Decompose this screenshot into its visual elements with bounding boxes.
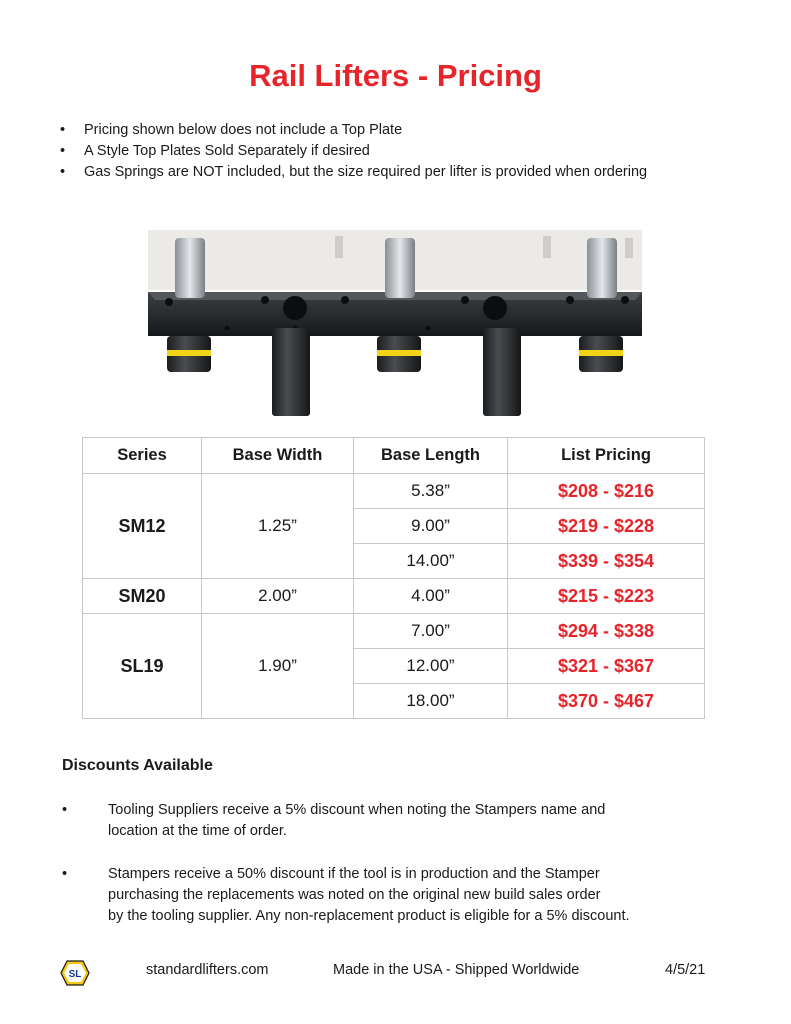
list-item: • Gas Springs are NOT included, but the size required per lifter is provided when ordering [60, 164, 648, 180]
column-header: Series [83, 438, 202, 474]
list-item: • A Style Top Plates Sold Separately if desired [60, 143, 370, 159]
discounts-heading: Discounts Available [62, 757, 213, 774]
base-length-cell: 5.38” [354, 474, 508, 509]
footer-website: standardlifters.com [146, 962, 269, 978]
list-item: • Pricing shown below does not include a Top Plate [60, 122, 403, 138]
footer-date: 4/5/21 [665, 962, 706, 978]
base-length-cell: 12.00” [354, 649, 508, 684]
base-length-cell: 9.00” [354, 509, 508, 544]
base-length-cell: 18.00” [354, 684, 508, 719]
price-cell: $339 - $354 [508, 544, 705, 579]
base-width-cell: 1.25” [202, 474, 354, 579]
footer-tagline: Made in the USA - Shipped Worldwide [333, 962, 580, 978]
discount-item: • Tooling Suppliers receive a 5% discount when noting the Stampers name and location at the time of order. [62, 802, 606, 839]
price-cell: $294 - $338 [508, 614, 705, 649]
rail-lifter-product-image [145, 228, 645, 418]
price-cell: $219 - $228 [508, 509, 705, 544]
series-cell: SM12 [83, 474, 202, 579]
intro-bullet-list [60, 120, 647, 183]
column-header: List Pricing [508, 438, 705, 474]
base-length-cell: 4.00” [354, 579, 508, 614]
table-row [83, 614, 705, 649]
price-cell: $321 - $367 [508, 649, 705, 684]
table-row [83, 579, 705, 614]
price-cell: $370 - $467 [508, 684, 705, 719]
pricing-table [82, 437, 705, 719]
price-cell: $208 - $216 [508, 474, 705, 509]
column-header: Base Width [202, 438, 354, 474]
base-length-cell: 14.00” [354, 544, 508, 579]
standard-lifters-logo-icon [60, 960, 90, 986]
base-width-cell: 2.00” [202, 579, 354, 614]
series-cell: SM20 [83, 579, 202, 614]
series-cell: SL19 [83, 614, 202, 719]
table-header-row [83, 438, 705, 474]
discount-item: • Stampers receive a 50% discount if the tool is in production and the Stamper purchasing the replacements was noted on the original new build sales order by the tooling supplier. Any non-replacement product is eligible for a 5% discount. [62, 866, 630, 924]
page-footer [0, 960, 791, 984]
column-header: Base Length [354, 438, 508, 474]
base-length-cell: 7.00” [354, 614, 508, 649]
table-row [83, 474, 705, 509]
page-title: Rail Lifters - Pricing [249, 58, 542, 93]
price-cell: $215 - $223 [508, 579, 705, 614]
base-width-cell: 1.90” [202, 614, 354, 719]
svg-text:SL: SL [68, 969, 82, 980]
